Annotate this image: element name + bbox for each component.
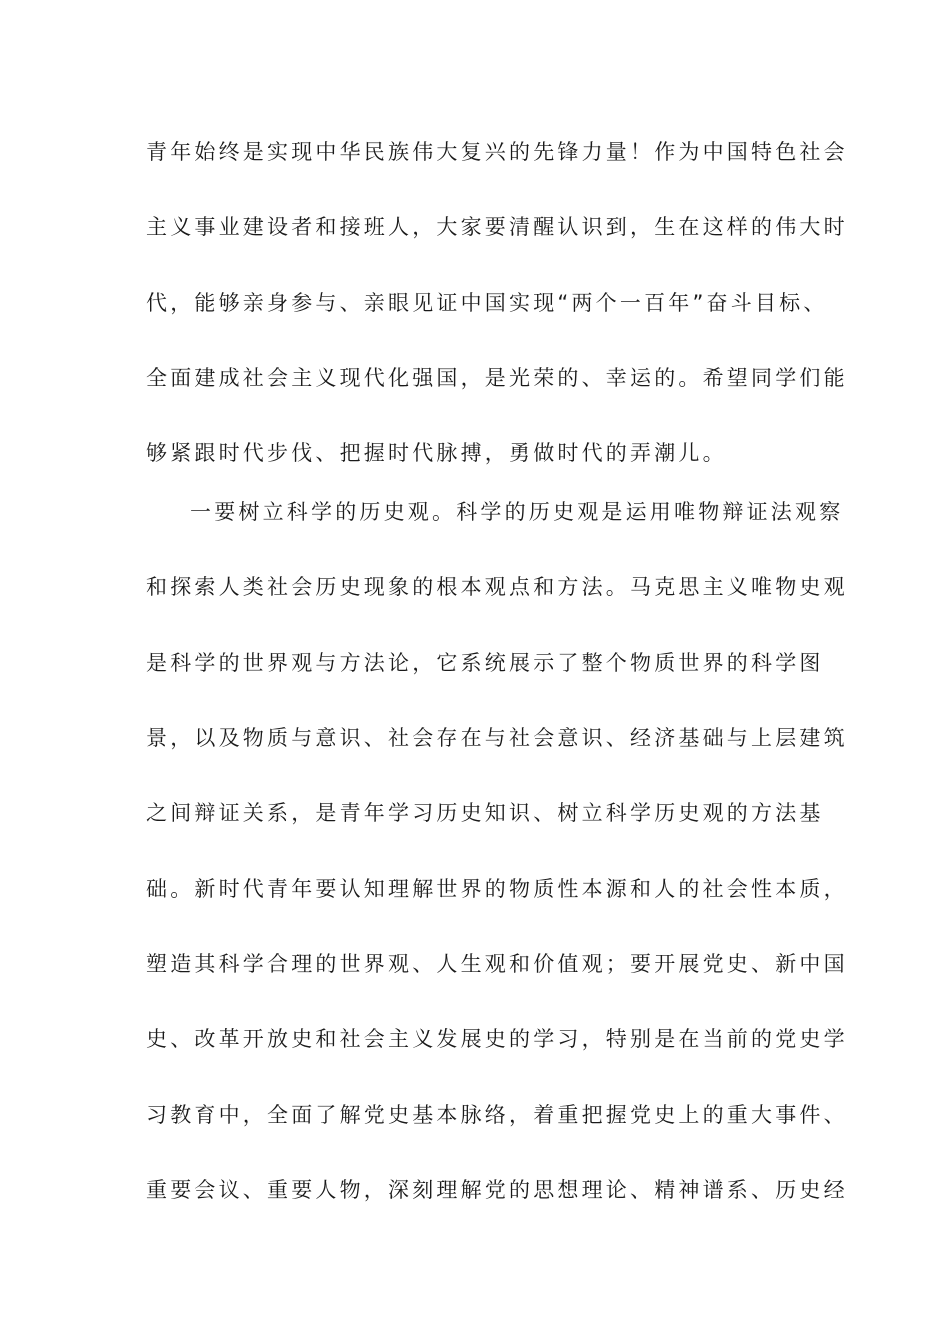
- text-line: 代，能够亲身参与、亲眼见证中国实现“两个一百年”奋斗目标、: [146, 291, 828, 315]
- text-line: 景，以及物质与意识、社会存在与社会意识、经济基础与上层建筑: [146, 726, 848, 750]
- text-line: 全面建成社会主义现代化强国，是光荣的、幸运的。希望同学们能: [146, 366, 848, 390]
- text-line: 够紧跟时代步伐、把握时代脉搏，勇做时代的弄潮儿。: [146, 441, 727, 465]
- text-line: 是科学的世界观与方法论，它系统展示了整个物质世界的科学图: [146, 651, 824, 675]
- paragraph-first-line: 一要树立科学的历史观。科学的历史观是运用唯物辩证法观察: [190, 500, 844, 524]
- text-line: 之间辩证关系，是青年学习历史知识、树立科学历史观的方法基: [146, 801, 824, 825]
- text-line: 青年始终是实现中华民族伟大复兴的先锋力量！作为中国特色社会: [146, 140, 848, 164]
- text-line: 础。新时代青年要认知理解世界的物质性本源和人的社会性本质，: [146, 877, 848, 901]
- text-line: 重要会议、重要人物，深刻理解党的思想理论、精神谱系、历史经: [146, 1178, 848, 1202]
- text-line: 塑造其科学合理的世界观、人生观和价值观；要开展党史、新中国: [146, 952, 848, 976]
- text-line: 史、改革开放史和社会主义发展史的学习，特别是在当前的党史学: [146, 1027, 848, 1051]
- text-line: 习教育中，全面了解党史基本脉络，着重把握党史上的重大事件、: [146, 1103, 848, 1127]
- text-line: 主义事业建设者和接班人，大家要清醒认识到，生在这样的伟大时: [146, 215, 848, 239]
- text-line: 和探索人类社会历史现象的根本观点和方法。马克思主义唯物史观: [146, 575, 848, 599]
